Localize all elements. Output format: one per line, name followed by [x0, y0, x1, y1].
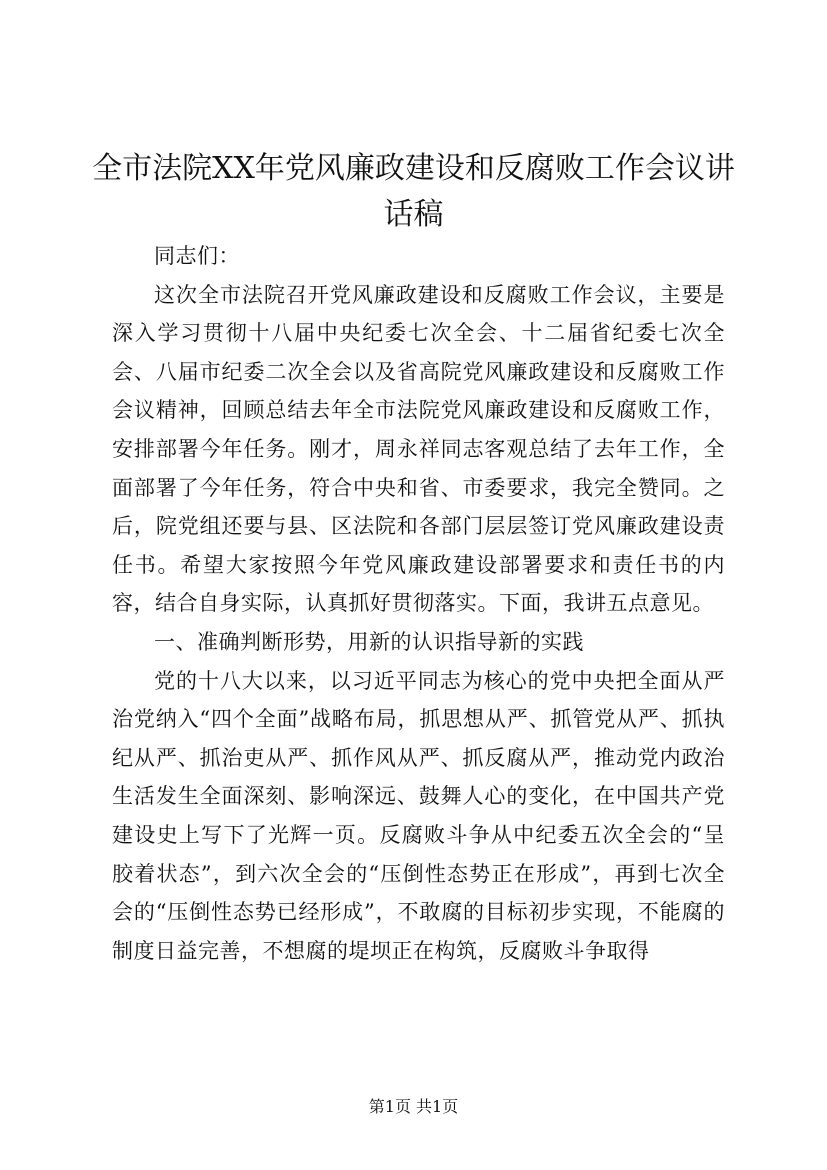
- paragraph-section-1: 党的十八大以来，以习近平同志为核心的党中央把全面从严治党纳入“四个全面”战略布局，抓思想从严、抓管党从严、抓执纪从严、抓治吏从严、抓作风从严、抓反腐从严，推动党内政治生活发生全面深刻、影响深远、鼓舞人心的变化，在中国共产党建设史上写下了光辉一页。反腐败斗争从中纪委五次全会的“呈胶着状态”，到六次全会的“压倒性态势正在形成”，再到七次全会的“压倒性态势已经形成”，不敢腐的目标初步实现，不能腐的制度日益完善，不想腐的堤坝正在构筑，反腐败斗争取得: [112, 668, 725, 963]
- document-body: [112, 237, 725, 970]
- page-footer: 第1页 共1页: [368, 1097, 459, 1116]
- section-heading-1: 一、准确判断形势，用新的认识指导新的实践: [154, 629, 584, 654]
- document-title: 全市法院XX年党风廉政建设和反腐败工作会议讲话稿: [92, 151, 735, 232]
- paragraph-intro: 这次全市法院召开党风廉政建设和反腐败工作会议，主要是深入学习贯彻十八届中央纪委七次全会、十二届省纪委七次全会、八届市纪委二次全会以及省高院党风廉政建设和反腐败工作会议精神，回顾总结去年全市法院党风廉政建设和反腐败工作，安排部署今年任务。刚才，周永祥同志客观总结了去年工作，全面部署了今年任务，符合中央和省、市委要求，我完全赞同。之后，院党组还要与县、区法院和各部门层层签订党风廉政建设责任书。希望大家按照今年党风廉政建设部署要求和责任书的内容，结合自身实际，认真抓好贯彻落实。下面，我讲五点意见。: [112, 282, 725, 616]
- salutation: 同志们：: [154, 244, 240, 268]
